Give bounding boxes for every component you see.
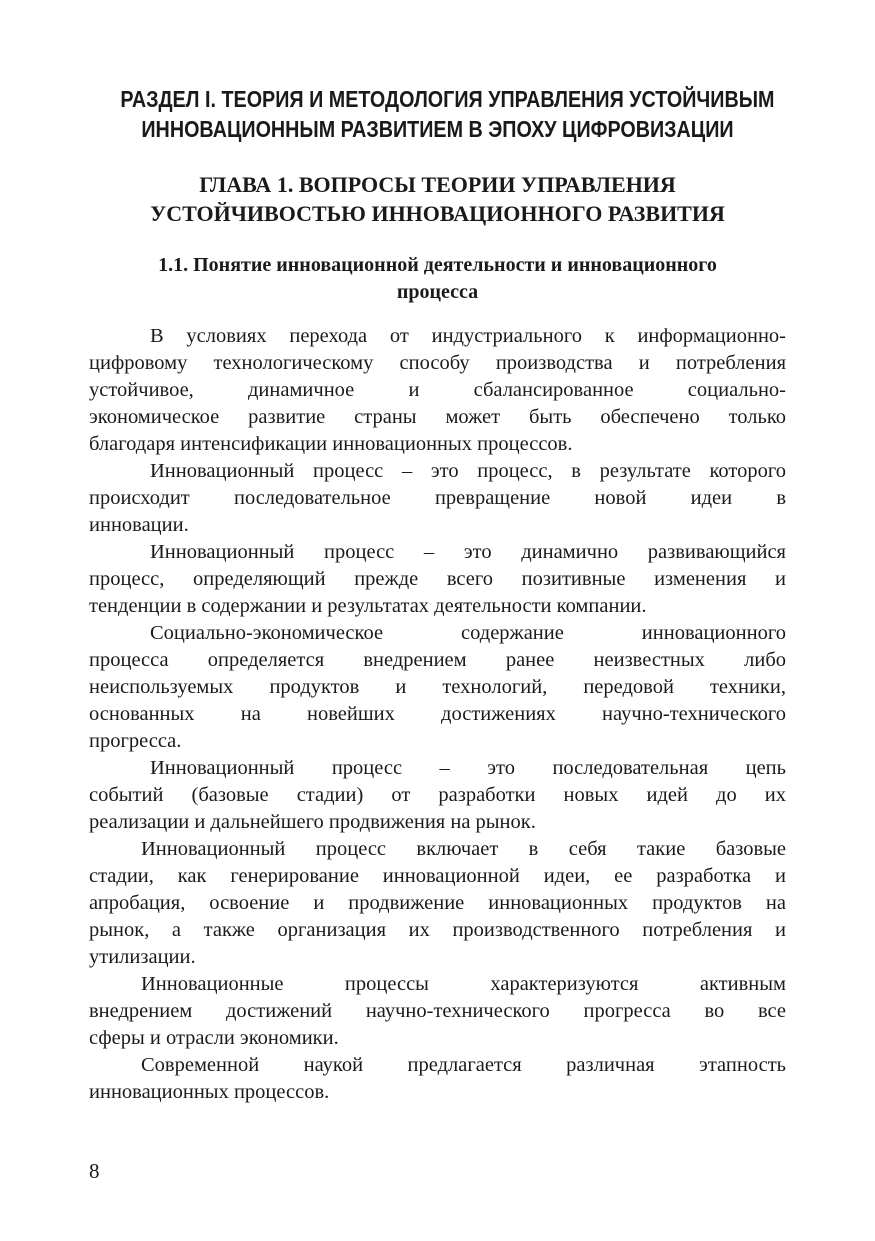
page-number: 8: [89, 1159, 100, 1183]
chapter-title-line: ГЛАВА 1. ВОПРОСЫ ТЕОРИИ УПРАВЛЕНИЯ: [199, 172, 676, 197]
section-title: [120, 84, 775, 144]
text-line: экономическое развитие страны может быть обеспечено только: [89, 406, 786, 428]
paragraph: [89, 755, 786, 836]
paragraph: [89, 458, 786, 539]
paragraph: [89, 971, 786, 1052]
text-line: инновации.: [89, 514, 189, 536]
text-line: Инновационный процесс – это процесс, в результате которого: [150, 460, 786, 482]
section-title-line: РАЗДЕЛ I. ТЕОРИЯ И МЕТОДОЛОГИЯ УПРАВЛЕНИЯ УСТОЙЧИВЫМ: [120, 86, 775, 112]
text-line: реализации и дальнейшего продвижения на рынок.: [89, 811, 536, 833]
text-line: процесса определяется внедрением ранее неизвестных либо: [89, 649, 786, 671]
text-line: событий (базовые стадии) от разработки новых идей до их: [89, 784, 786, 806]
text-line: процесс, определяющий прежде всего позитивные изменения и: [89, 568, 786, 590]
text-line: устойчивое, динамичное и сбалансированное социально-: [89, 379, 786, 401]
chapter-title-line: УСТОЙЧИВОСТЬЮ ИННОВАЦИОННОГО РАЗВИТИЯ: [150, 201, 725, 226]
text-line: происходит последовательное превращение новой идеи в: [89, 487, 786, 509]
paragraph: [89, 539, 786, 620]
paragraph: [89, 323, 786, 458]
text-line: неиспользуемых продуктов и технологий, передовой техники,: [89, 676, 786, 698]
text-line: Социально-экономическое содержание инновационного: [150, 622, 786, 644]
text-line: прогресса.: [89, 730, 182, 752]
text-line: стадии, как генерирование инновационной идеи, ее разработка и: [89, 865, 786, 887]
body-text: [89, 323, 786, 1106]
text-line: сферы и отрасли экономики.: [89, 1027, 339, 1049]
text-line: благодаря интенсификации инновационных процессов.: [89, 433, 573, 455]
text-line: цифровому технологическому способу производства и потребления: [89, 352, 786, 374]
text-line: инновационных процессов.: [89, 1081, 330, 1103]
subsection-title-line: 1.1. Понятие инновационной деятельности и инновационного: [158, 254, 717, 276]
section-title-line: ИННОВАЦИОННЫМ РАЗВИТИЕМ В ЭПОХУ ЦИФРОВИЗАЦИИ: [141, 116, 734, 142]
paragraph: [89, 620, 786, 755]
text-line: тенденции в содержании и результатах деятельности компании.: [89, 595, 647, 617]
text-line: утилизации.: [89, 946, 196, 968]
text-line: основанных на новейших достижениях научно-технического: [89, 703, 786, 725]
text-line: рынок, а также организация их производственного потребления и: [89, 919, 786, 941]
text-line: Инновационные процессы характеризуются активным: [141, 973, 786, 995]
text-line: апробация, освоение и продвижение инновационных продуктов на: [89, 892, 786, 914]
subsection-title: [60, 252, 815, 306]
text-line: внедрением достижений научно-технического прогресса во все: [89, 1000, 786, 1022]
text-line: Инновационный процесс – это динамично развивающийся: [150, 541, 786, 563]
paragraph: [89, 836, 786, 971]
text-line: Инновационный процесс – это последовательная цепь: [150, 757, 786, 779]
text-line: В условиях перехода от индустриального к информационно-: [150, 325, 786, 347]
text-line: Современной наукой предлагается различная этапность: [141, 1054, 786, 1076]
paragraph: [89, 1052, 786, 1106]
text-line: Инновационный процесс включает в себя такие базовые: [141, 838, 786, 860]
subsection-title-line: процесса: [396, 281, 479, 303]
chapter-title: [60, 170, 815, 228]
